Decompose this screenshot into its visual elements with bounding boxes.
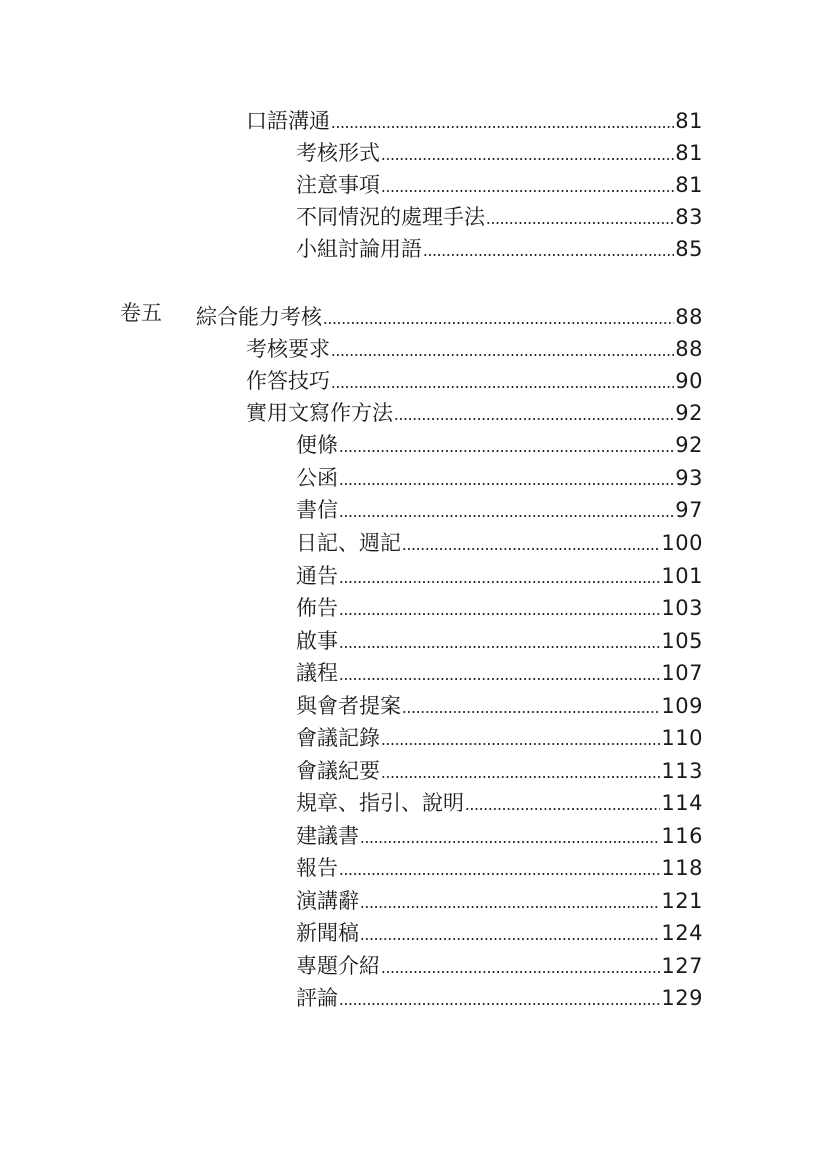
- toc-entry[interactable]: [296, 136, 703, 166]
- toc-entry-label: 新聞稿: [296, 921, 359, 945]
- toc-entry-label: 演講辭: [296, 889, 359, 913]
- dot-leader: [360, 841, 660, 843]
- toc-entry-page: 90: [675, 369, 703, 393]
- toc-entry[interactable]: [296, 461, 703, 491]
- toc-entry[interactable]: [296, 981, 703, 1011]
- dot-leader: [331, 386, 674, 388]
- toc-entry-label: 與會者提案: [296, 694, 401, 718]
- toc-entry-label: 會議記錄: [296, 726, 380, 750]
- volume-label: 卷五: [120, 301, 162, 325]
- toc-entry-page: 83: [675, 205, 703, 229]
- toc-entry-label: 會議紀要: [296, 759, 380, 783]
- dot-leader: [381, 743, 660, 745]
- toc-entry[interactable]: [296, 232, 703, 262]
- dot-leader: [381, 190, 674, 192]
- toc-entry-page: 92: [675, 401, 703, 425]
- toc-entry-label: 專題介紹: [296, 954, 380, 978]
- toc-entry[interactable]: [296, 624, 703, 654]
- toc-entry-label: 作答技巧: [246, 369, 330, 393]
- toc-entry[interactable]: [296, 754, 703, 784]
- toc-entry[interactable]: [296, 884, 703, 914]
- toc-entry-label: 通告: [296, 564, 338, 588]
- dot-leader: [331, 126, 674, 128]
- toc-entry[interactable]: [296, 200, 703, 230]
- dot-leader: [339, 581, 660, 583]
- toc-entry[interactable]: [296, 851, 703, 881]
- toc-entry-section[interactable]: [246, 396, 703, 426]
- toc-entry-page: 129: [661, 986, 703, 1010]
- toc-entry-label: 實用文寫作方法: [246, 401, 393, 425]
- dot-leader: [465, 808, 660, 810]
- toc-entry-page: 107: [661, 661, 703, 685]
- toc-entry-page: 105: [661, 629, 703, 653]
- dot-leader: [486, 222, 674, 224]
- toc-entry[interactable]: [296, 916, 703, 946]
- toc-entry-page: 121: [661, 889, 703, 913]
- toc-entry-label: 口語溝通: [246, 109, 330, 133]
- dot-leader: [339, 515, 674, 517]
- toc-entry-page: 93: [675, 466, 703, 490]
- toc-entry-label: 日記、週記: [296, 531, 401, 555]
- toc-entry[interactable]: [296, 493, 703, 523]
- toc-entry-page: 109: [661, 694, 703, 718]
- toc-entry-volume-title[interactable]: [196, 300, 703, 330]
- dot-leader: [339, 646, 660, 648]
- dot-leader: [381, 158, 674, 160]
- dot-leader: [381, 776, 660, 778]
- toc-entry-label: 啟事: [296, 629, 338, 653]
- dot-leader: [360, 906, 660, 908]
- toc-entry-label: 考核要求: [246, 337, 330, 361]
- toc-entry-page: 88: [675, 305, 703, 329]
- dot-leader: [394, 418, 674, 420]
- toc-entry[interactable]: [296, 656, 703, 686]
- toc-entry[interactable]: [296, 819, 703, 849]
- toc-entry[interactable]: [296, 786, 703, 816]
- toc-entry-label: 建議書: [296, 824, 359, 848]
- toc-entry-page: 118: [661, 856, 703, 880]
- toc-entry-page: 116: [661, 824, 703, 848]
- toc-entry-label: 書信: [296, 498, 338, 522]
- toc-entry[interactable]: [296, 721, 703, 751]
- dot-leader: [360, 938, 660, 940]
- toc-entry-page: 113: [661, 759, 703, 783]
- dot-leader: [381, 971, 660, 973]
- toc-entry-page: 114: [661, 791, 703, 815]
- dot-leader: [339, 613, 660, 615]
- toc-entry[interactable]: [296, 689, 703, 719]
- toc-entry-page: 92: [675, 433, 703, 457]
- toc-entry-page: 88: [675, 337, 703, 361]
- toc-entry[interactable]: [296, 559, 703, 589]
- dot-leader: [423, 254, 674, 256]
- toc-entry-label: 公函: [296, 466, 338, 490]
- toc-entry-page: 127: [661, 954, 703, 978]
- dot-leader: [323, 322, 674, 324]
- dot-leader: [339, 483, 674, 485]
- toc-entry-page: 101: [661, 564, 703, 588]
- dot-leader: [339, 1003, 660, 1005]
- toc-entry[interactable]: [296, 168, 703, 198]
- toc-entry-page: 81: [675, 173, 703, 197]
- toc-entry[interactable]: [296, 428, 703, 458]
- dot-leader: [402, 548, 660, 550]
- toc-entry-oral-communication[interactable]: [246, 104, 703, 134]
- toc-entry[interactable]: [296, 949, 703, 979]
- toc-entry-page: 103: [661, 596, 703, 620]
- toc-entry-label: 小組討論用語: [296, 237, 422, 261]
- toc-entry-page: 124: [661, 921, 703, 945]
- toc-entry-label: 規章、指引、說明: [296, 791, 464, 815]
- dot-leader: [402, 711, 660, 713]
- toc-entry-page: 100: [661, 531, 703, 555]
- toc-entry-page: 81: [675, 141, 703, 165]
- toc-entry-label: 不同情況的處理手法: [296, 205, 485, 229]
- toc-entry-section[interactable]: [246, 364, 703, 394]
- toc-entry-label: 便條: [296, 433, 338, 457]
- toc-entry-label: 評論: [296, 986, 338, 1010]
- toc-entry-section[interactable]: [246, 332, 703, 362]
- dot-leader: [339, 678, 660, 680]
- dot-leader: [339, 873, 660, 875]
- dot-leader: [331, 354, 674, 356]
- toc-entry-page: 97: [675, 498, 703, 522]
- toc-entry[interactable]: [296, 526, 703, 556]
- dot-leader: [339, 450, 674, 452]
- toc-entry-page: 85: [675, 237, 703, 261]
- toc-entry-label: 注意事項: [296, 173, 380, 197]
- toc-entry-page: 110: [661, 726, 703, 750]
- toc-entry[interactable]: [296, 591, 703, 621]
- toc-entry-label: 佈告: [296, 596, 338, 620]
- toc-entry-label: 報告: [296, 856, 338, 880]
- volume-title: 綜合能力考核: [196, 305, 322, 329]
- toc-entry-label: 考核形式: [296, 141, 380, 165]
- toc-entry-label: 議程: [296, 661, 338, 685]
- toc-entry-page: 81: [675, 109, 703, 133]
